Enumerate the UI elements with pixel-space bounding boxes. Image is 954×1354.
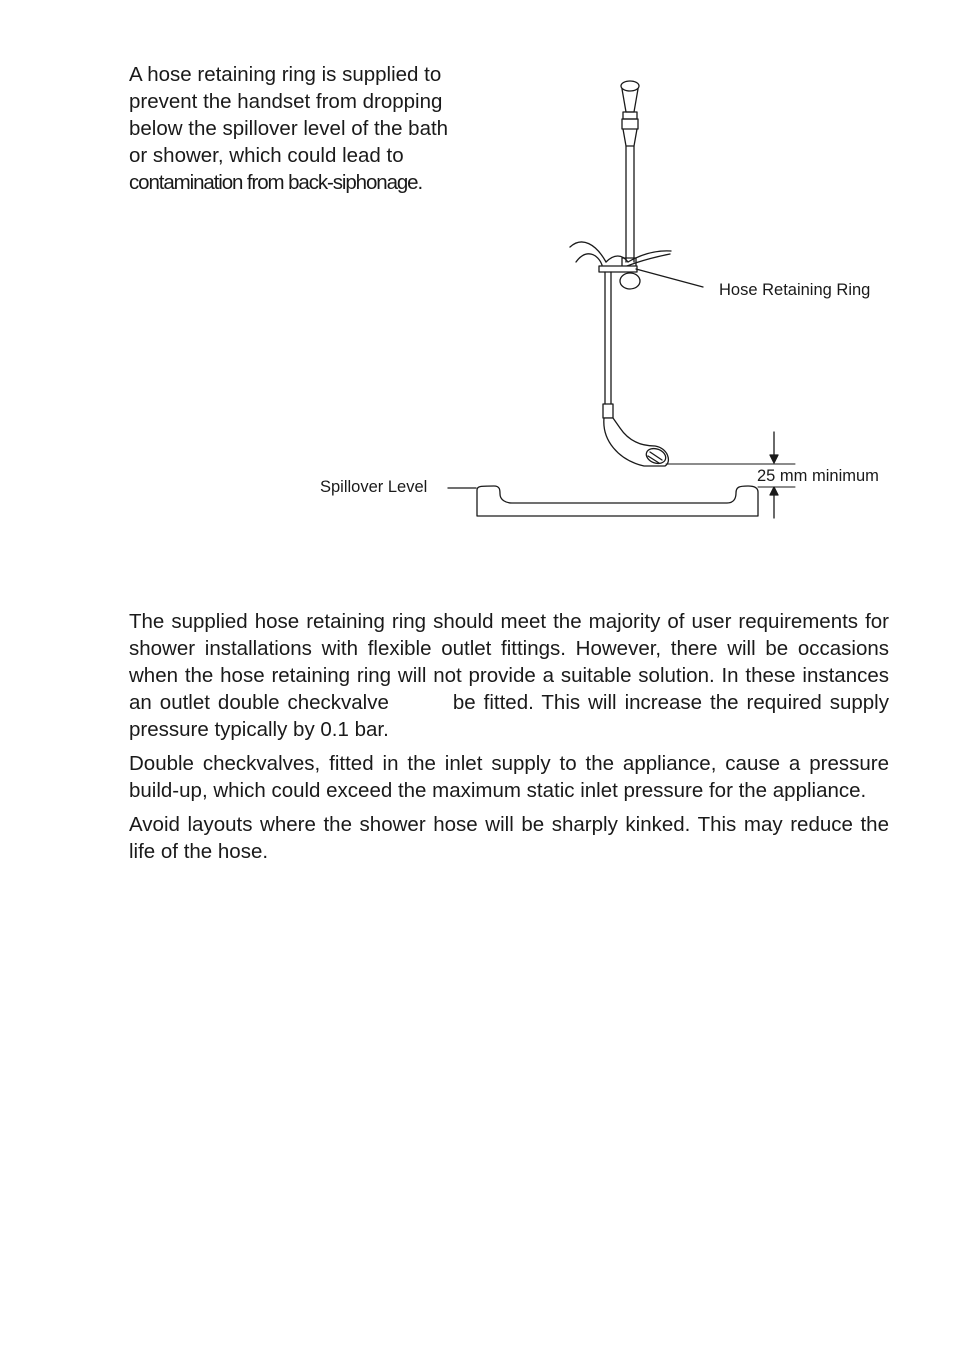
intro-line: contamination from back-siphonage. (129, 171, 423, 194)
paragraph-part: The supplied hose retaining ring should meet the majority of user requirements for shower installations with flexible outlet fittings. However, there will be occasions when the hose retaining ring will not provide a suitable solution. In these instances an outlet double checkvalve (129, 610, 889, 714)
paragraph-part: be fitted. This will increase the required supply pressure typically by 0.1 bar. (129, 691, 889, 741)
intro-line: or shower, which could lead to (129, 144, 404, 167)
paragraph: Avoid layouts where the shower hose will be sharply kinked. This may reduce the life of the hose. (129, 813, 889, 863)
label-25mm-minimum: 25 mm minimum (757, 467, 879, 485)
hose-incoming (570, 242, 606, 262)
shower-hose (603, 272, 613, 418)
label-spillover-level: Spillover Level (320, 478, 428, 496)
riser-rail-top-fitting (621, 81, 639, 146)
bath-tray (448, 486, 758, 516)
intro-line: prevent the handset from dropping (129, 90, 443, 113)
paragraph: Double checkvalves, fitted in the inlet supply to the appliance, cause a pressure build-up, which could exceed the maximum static inlet pressure for the appliance. (129, 752, 889, 802)
label-hose-retaining-ring: Hose Retaining Ring (719, 281, 871, 299)
ring-leader-line (636, 269, 703, 287)
shower-handset (604, 418, 669, 466)
intro-line: A hose retaining ring is supplied to (129, 63, 442, 86)
body-text (129, 608, 889, 872)
paragraph (129, 608, 889, 743)
intro-line: below the spillover level of the bath (129, 117, 449, 140)
